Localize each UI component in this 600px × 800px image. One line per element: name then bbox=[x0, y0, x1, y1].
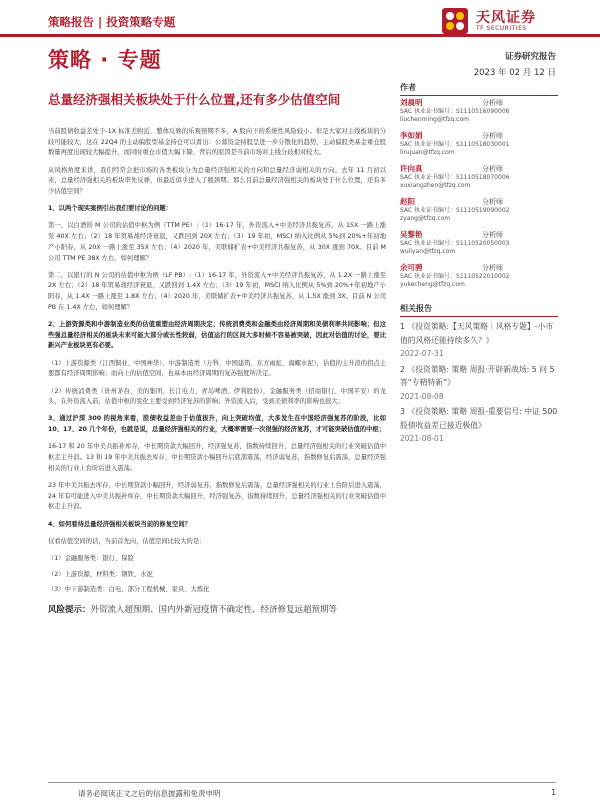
related-report-item[interactable] bbox=[400, 405, 558, 446]
analyst-email[interactable]: liuchenming@tfzq.com bbox=[400, 116, 469, 123]
analyst-cert: SAC 执业证书编号：S1110522010002 bbox=[400, 273, 510, 280]
analyst-email[interactable]: zyang@tfzq.com bbox=[400, 215, 451, 222]
authors-heading: 作者 bbox=[400, 82, 558, 96]
analyst-card bbox=[400, 198, 558, 231]
analyst-card bbox=[400, 132, 558, 165]
related-reports-heading: 相关报告 bbox=[400, 303, 558, 317]
report-type: 证券研究报告 bbox=[504, 52, 556, 62]
paragraph: 16-17 和 20 年中美共振补库存，中长期贷款大幅回升，经济强复苏，指数持续回升，总量经济强相关的行业突破估值中枢走主升浪。13 和 19 年中美共振去库存，中长期贷款小幅回升启底部震荡，经济弱复苏，指数修复后震荡，总量经济强相关的行业上台阶后进入震荡。 bbox=[48, 443, 386, 472]
risk-warning bbox=[48, 604, 386, 616]
related-report-item[interactable] bbox=[400, 320, 558, 361]
page-number: 1 bbox=[551, 788, 556, 797]
analyst-cert: SAC 执业证书编号：S1110519090002 bbox=[400, 207, 510, 214]
tf-securities-logo bbox=[436, 4, 556, 38]
analyst-name: 吴黎艳 bbox=[400, 230, 423, 239]
footer-divider bbox=[48, 782, 556, 783]
header-separator: | bbox=[98, 15, 103, 29]
related-report-title[interactable]: 1 《投资策略:【天风策略｜风格专题】-小市值的风格还能持续多久？》 bbox=[400, 322, 554, 345]
risk-label: 风险提示： bbox=[48, 605, 91, 616]
related-report-title[interactable]: 3 《投资策略: 策略 周报-重要信号: 中证 500 股债收益差已接近极值》 bbox=[400, 407, 558, 430]
analyst-card bbox=[400, 99, 558, 132]
analyst-name: 余可骋 bbox=[400, 263, 423, 272]
related-report-date: 2021-08-01 bbox=[400, 434, 444, 443]
analyst-cert: SAC 执业证书编号：S1110518070006 bbox=[400, 174, 510, 181]
tf-logo-icon bbox=[440, 6, 470, 36]
paragraph: 仅看估值空间的话，当前首先向，估值空间比较大的是： bbox=[48, 537, 206, 545]
analyst-card bbox=[400, 264, 558, 297]
paragraph: 第二，以银行的 N 公司的估值中枢为例（LF PB）:（1）16-17 年，外资流入+中美经济共振复苏，从 1.2X 一路上涨至 2X 左右；（2）18 年贸易战经济衰退，又跌回到 1.4X 左右；（3）19 年初，MSCI 纳入比例从 5%到 20%+年初地产小阳春，从 1.4X 一路上涨至 1.8X 左右；（4）2020 年，美联储扩表+中美经济共振复苏，从 1.5X 涨到 3X。目前 N 公司 PB 在 1.4X 左右，如何理解？ bbox=[48, 271, 386, 311]
risk-text: 外资流入超预期、国内外新冠疫情不确定性、经济修复远超预期等 bbox=[90, 605, 338, 616]
analyst-card bbox=[400, 165, 558, 198]
intro-paragraph: 当前股债收益差处于-1X 标准差附近，整体反映的乐观预期不多，A 股向下的系统性风险较小。但是大家对主线板块的分歧可能较大，这在 22Q4 的主动偏股型基金持仓可以看出：公募资金持股呈进一步分散化的趋势，主动偏股类基金重仓股数量再度出现较大幅提升，而同时重仓市值大幅下降，背后的原因是当前市场对主线分歧相对较大。 bbox=[48, 128, 386, 157]
analyst-cert: SAC 执业证书编号：S1110518030001 bbox=[400, 141, 510, 148]
related-report-item[interactable] bbox=[400, 363, 558, 404]
analyst-role: 分析师 bbox=[482, 198, 503, 206]
analyst-role: 分析师 bbox=[482, 165, 503, 173]
analyst-name: 许向真 bbox=[400, 164, 423, 173]
analyst-cert: SAC 执业证书编号：S1110516090006 bbox=[400, 108, 510, 115]
analyst-role: 分析师 bbox=[482, 99, 503, 107]
analyst-role: 分析师 bbox=[482, 231, 503, 239]
paragraph: 23 年中美共振去库存，中长期贷款小幅回升，经济弱复苏，指数修复后震荡，总量经济强相关的行业上台阶后进入震荡，24 年有可能进入中美共振补库存，中长期贷款大幅回升，经济强复苏，指数持续回升，总量经济强相关的行业突破估值中枢走主升浪。 bbox=[48, 481, 386, 511]
report-category: 策略报告 bbox=[48, 15, 94, 29]
analyst-email[interactable]: wuliyan@tfzq.com bbox=[400, 248, 456, 255]
sidebar bbox=[400, 82, 558, 446]
report-body bbox=[48, 127, 386, 623]
analyst-email[interactable]: yukecheng@tfzq.com bbox=[400, 281, 465, 288]
section-heading: 3、通过沪深 300 的视角来看，股债收益差由于估值拔升，向上突破均值，大多发生在中国经济强复苏的阶段，比如 10、17、20 几个年份，也就是说，总量经济强相关的行业，大概率需要一次很强的经济复苏，才可能突破估值的中枢； bbox=[48, 415, 386, 434]
report-date: 2023 年 02 月 12 日 bbox=[473, 68, 556, 78]
section-title: 策略 · 专题 bbox=[48, 48, 162, 72]
section-heading: 2、上游资源类和中游制造业类的估值重塑由经济周期决定；传统消费类和金融类由经济周期和美债利率共同影响；但这些强总量经济相关的板块未来可能大部分或长性较弱，估值运行的区间大多时候不容易被突破，因此对估值的讨论，要比新兴产业板块更有必要。 bbox=[48, 321, 386, 350]
list-item: （3）中下游制造类：白电、部分工程机械、家具、大炼化 bbox=[48, 586, 210, 594]
related-reports-list bbox=[400, 320, 558, 446]
analyst-name: 刘晨明 bbox=[400, 98, 423, 107]
logo-text-en: TF SECURITIES bbox=[476, 25, 527, 32]
related-report-date: 2021-08-08 bbox=[400, 391, 444, 401]
list-item: （1）金融服务类：银行、保险 bbox=[48, 555, 134, 562]
analyst-name: 李如娟 bbox=[400, 131, 423, 140]
logo-text-cn: 天风证券 bbox=[476, 10, 536, 26]
list-item: （2）上游资源、材料类：钢铁、水泥 bbox=[48, 570, 153, 578]
paragraph: （1）上游资源类（江西铜业、中国神华）、中游制造类（万科、中国建筑、东方雨虹、海螺水泥），估值的主升浪的拐点主要都有经济周期影响；而向上的估值空间，也基本由经济周期的复苏强度所决定。 bbox=[48, 359, 386, 378]
related-report-date: 2022-07-31 bbox=[400, 349, 444, 358]
header-divider bbox=[0, 34, 600, 37]
analyst-role: 分析师 bbox=[482, 264, 503, 272]
report-subcategory: 投资策略专题 bbox=[106, 15, 176, 29]
analyst-email[interactable]: lirujuan@tfzq.com bbox=[400, 149, 455, 156]
paragraph: 从风格角度来讲，我们经常会把市场的各类板块分为总量经济强相关的方向和总量经济弱相关的方向。去年 11 月初以来，总量经济强相关的板块率先反弹，但最近似乎进入了瓶颈期。那么目前总量经济强相关的板块处于什么位置，还有多少估值空间？ bbox=[48, 166, 386, 196]
related-report-title[interactable]: 2 《投资策略: 策略 周报·开辟新战场: 5 问 5 答“专精特新”》 bbox=[400, 364, 555, 387]
section-heading: 1、以两个现实案例引出我们要讨论的问题： bbox=[48, 205, 173, 213]
paragraph: （2）传统消费类（贵州茅台、美的集团、长江电力、青岛啤酒、伊利股份），金融服务类（招商银行、中国平安）的龙头，在外资流入前，估值中枢的变化主要受到经济复苏的影响；外资流入后，受到美债利率的影响也很大； bbox=[48, 387, 386, 406]
analyst-cert: SAC 执业证书编号：S1110520050003 bbox=[400, 240, 510, 247]
analyst-card bbox=[400, 231, 558, 264]
report-header bbox=[48, 14, 175, 30]
analyst-name: 赵阳 bbox=[400, 197, 415, 206]
analyst-role: 分析师 bbox=[482, 132, 503, 140]
footer-disclaimer: 请务必阅读正文之后的信息披露和免责申明 bbox=[78, 789, 221, 798]
paragraph: 第一，以白酒的 M 公司的估值中枢为例（TTM PE）:（1）16-17 年，外资流入+中美经济共振复苏，从 15X 一路上涨至 40X 左右；（2）18 年贸易战经济衰退，又跌回到 20X 左右；（3）19 年初，MSCI 纳入比例从 5%到 20%+年初地产小阳春，从 20X 一路上涨至 35X 左右；（4）2020 年，美联储扩表+中美经济共振复苏，从 30X 涨到 70X。目前 M 公司 TTM PE 38X 左右，如何理解？ bbox=[48, 222, 386, 262]
analyst-email[interactable]: xuxiangzhen@tfzq.com bbox=[400, 182, 471, 189]
section-heading: 4、如何看待总量经济强相关板块当前的修复空间？ bbox=[48, 520, 191, 528]
page-title: 总量经济强相关板块处于什么位置,还有多少估值空间 bbox=[48, 92, 341, 107]
